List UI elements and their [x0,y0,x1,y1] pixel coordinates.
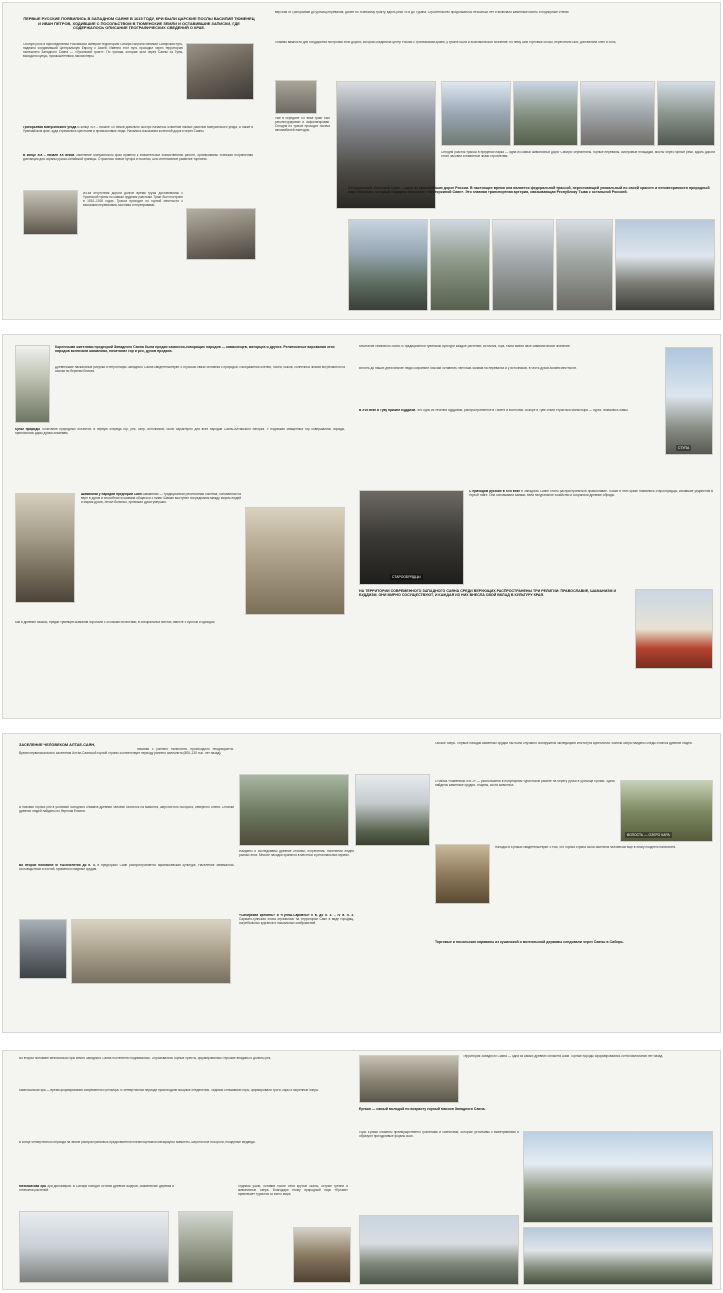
panel1-bottom: Из-за отсутствия дороги долгое время грузы доставлялись с Урсинской тропы по самым трудным участкам. Тракт был построен в 1910–1916 годах. Трасса проходит по горной местности с высокими перевалами, мостами и переправами. [83,192,183,207]
panel4-p-top: Во второй половине мезозойской эры земля Западного Саяна постепенно поднималась. Образовались горные хребты, формировались глубокие впадины и долины рек. [19,1057,272,1060]
panel2-p1: Древнейшие наскальные рисунки и петроглифы Западного Саяна свидетельствуют о глубокой связи человека с природой. Изображения оленей, лосей, быков, солнечных знаков встречаются на скалах по берегам Енисея. [55,366,345,373]
photo-rock-specimen [359,1055,459,1103]
panel3-p3-block [19,864,234,914]
panel4-right-top: Территория Западного Саяна — одна из самых древних областей Азии. Горные породы сформировались сотни миллионов лет назад. [463,1055,664,1058]
panel3-p2: В низовье горных рек в условиях холодного климата древний человек охотился на мамонта, шерстистого носорога, северного оленя. Стоянки древних людей найдены по берегам Енисея. [19,806,234,813]
panel3-right-p2: Стоянка «Каменный лог-1» — расположена в популярном туристском районе на берегу ручья в урочище Ергаки. Здесь найдены каменные орудия, отщепы, кости животных. [435,780,615,787]
panel2-old-block [469,490,713,585]
panel2-p2-heading: Культ природы [15,428,41,431]
panel2-right-top: почитание семейного очага. В традиционной тувинской культуре каждое растение, источник, гора, тайга имели свое символическое значение. [359,345,571,348]
panel4-dino-heading: Мезозойская эра [19,1185,46,1188]
panel3-mid-p2: Сармато-гуннская эпоха отразилась на территории Саян в виде городищ, погребальных курганов и наскальных изображений. [239,916,354,925]
panel1-lower-text: Заселение Минусинского края привело к значительной хозяйственной работе, организованы Усинская пограничная дистанция для охраны русско-китайской границы. Строились новые хутора и поселки, шло интенсивное развитие торговли. [23,154,253,161]
panel3-mid-block [239,914,354,1004]
photo-mountain-road-3 [580,81,655,146]
photo-stone-artifacts [435,844,490,904]
panel2-right-p3: Это одно из течений буддизма, распространенное в Тибете и Монголии. Вскоре в Туве стали строиться монастыри — хурээ, появились ламы. [416,409,629,412]
historic-photo-horses [186,208,256,260]
panel1-right-p4: Сегодня участок трассы в пределах парка — одна из самых живописных дорог Сибири: серпантины, горные перевалы, смотровые площадки, мосты через горные реки. Вдоль дороги стоят часовни и памятные знаки строителям. [441,151,715,158]
photo-ergaki-mountains [523,1131,713,1223]
photo-highway-4 [615,219,715,311]
photo-buddhist-temple [635,589,713,669]
panel4-p2: Кайнозойская эра — время формирования современного рельефа. В четвертичном периоде происходили мощные оледенения. Ледники сглаживали горы, формировали троги, кары и моренные озера. [19,1089,319,1092]
photo-mountain-road-2 [513,81,578,146]
illustration-ancient-people [239,774,349,846]
panel1-lower [23,154,253,186]
panel3-right-p3: Находки в Ергаках свидетельствуют о том, что горная страна была заселена человеком ещё в эпоху позднего палеолита. [495,846,677,849]
photo-stone-stele [15,345,50,423]
panel1-right-p3: Уже в середине ХХ века тракт был реконструирован и асфальтирован. Сегодня по трассе проходят тысячи автомобилей ежегодно. [275,117,330,132]
panel2-right-p2: Вплоть до наших дней многие люди сохраняют обычай оставлять ленточки-чалама на перевалах и у источников, в честь духов-хозяев местности. [359,367,577,370]
photo-mountain-road-4 [657,81,715,146]
photo-highway-1 [430,219,490,311]
illustration-prehistoric-landscape [178,1211,233,1283]
photo-shaman [15,493,75,603]
panel2-p3-heading: Шаманизм у народов предгорий Саян [81,493,142,496]
historic-photo-camp [186,43,254,100]
panel3-right-bold: Торговые и посольские караваны из кушанской и монгольской державы следовали через Саяны в Сибирь. [435,940,624,944]
panel3-p3: в предгорьях Саян распространяется афанасьевская культура. Население занималось скотоводством и охотой, применяло медные орудия. [19,864,234,871]
illustration-dinosaurs [19,1211,169,1283]
illustration-shaman-costume [245,507,345,615]
panel1-intro: Особую роль в присоединении Российской империи территорию Сибири сыграли Великий Сибирский путь, надежно соединивший Центральную Европу с Азией. Именно этот путь проходил через территорию нынешнего Западного Саяна — «Урсинский тракт». По тропам, которые шли через Саяны из Тувы, выходили купцы, промышленники, миссионеры. [23,43,183,58]
panel2-p3-block [81,493,241,593]
panel4-right-p3: Горы Ергаки сложены преимущественно гранитами и сиенитами, которые устойчивы к выветриванию и образуют причудливые формы скал. [359,1131,519,1138]
panel3-mid-heading: «Сибирский кремень» и «Гунны-Сарматы» II в. до н. э. – IV в. н. э. [239,914,354,917]
panel1-bold-caption: Сегодняшний Усинский тракт – одна из красивейших дорог России. В настоящее время она является федеральной трассой, пересекающей уникальный по своей красоте и неповторимости природный парк «Ергаки», который недаром называют «жемчужиной Саян». Это главная транспортная артерия, связывающая Республику Тыва с остальной Россией. [348,186,710,195]
panel2-p2-text: Почитание природных объектов, в первую очередь гор, рек, озер, источников, было характерно для всех народов Саяно-Алтайского нагорья. У подножия священных гор совершались обряды, приносились дары духам-хозяевам. [15,428,345,435]
panel3-p3-heading: Во второй половине III тысячелетия до н. э. [19,864,96,867]
old-believers-label: СТАРООБРЯДЦЫ [392,575,421,579]
stupa-label: СТУПА [678,446,690,450]
illustration-winter-forest [355,774,430,846]
panel-geology [2,1050,721,1290]
photo-stupa [665,347,713,455]
panel1-right-p2: Помимо важности для государства постройки этой дороги, которая соединила центр России с Урянхайским краем, у тракта было и экономическое значение: по нему шли торговые обозы, перегоняли скот, доставляли хлеб и соль. [275,41,617,44]
panel2-p2-block [15,428,345,488]
photo-excavation [620,780,713,842]
panel2-p3-text: Шаманизм — традиционная религиозная система, основанная на вере в духов и способности шамана общаться с ними. Шаман выступал посредником между миром людей и миром духов, лечил больных, провожал души умерших. [81,493,241,504]
panel2-right-heading: В XVII веке в Туву пришел Буддизм. [359,409,416,412]
panel4-dino-block [19,1185,174,1209]
panel3-right-p1: Ойское озеро. Первые находки каменных орудий так были случайно обнаружены экспедицией Института археологии. Вблизи озера найдены следы стоянок древних людей. [435,742,693,745]
panel2-bold-caps: НА ТЕРРИТОРИИ СОВРЕМЕННОГО ЗАПАДНОГО САЯНА СРЕДИ ВЕРУЮЩИХ РАСПРОСТРАНЕНЫ ТРИ РЕЛИГИИ: ПРАВОСЛАВИЕ, ШАМАНИЗМ И БУДДИЗМ. ОНИ МИРНО СОСУЩЕСТВУЮТ, И КАЖДАЯ ИЗ НИХ ВНЕСЛА СВОЙ ВКЛАД В КУЛЬТУРУ КРАЯ. [359,589,617,598]
photo-ergaki-peaks [523,1227,713,1285]
photo-tunnel-gallery [348,219,428,311]
photo-old-road [275,80,317,114]
illustration-stone-tools [71,919,231,984]
illustration-mammoth [293,1227,351,1283]
panel-settlement [2,733,721,1033]
panel3-p1: начиная с раннего палеолита, происходило неоднократно. Время первоначального заселения Алтае-Саянской горной страны соответствует периоду раннего палеолита (800–130 тыс. лет назад). [19,748,234,755]
panel1-title: ПЕРВЫЕ РУССКИЕ ПОЯВИЛИСЬ В ЗАПАДНОМ САЯНЕ В 1615 ГОДУ, КРИ БЫЛИ ЦАРСКИЕ ПОСЛЫ ВАСИЛИЙ ТЮМЕНЕЦ И ИВАН ПЕТРОВ, ХОДИВШИЕ С ПОСОЛЬСТВОМ В ТЮМЕНСКИЕ ЗЕМЛИ И ОСТАВИВШИЕ ЗАПИСКИ, ГДЕ СОДЕРЖАЛОСЬ ОПИСАНИЕ ГЕОГРАФИЧЕСКИХ СВЕДЕНИЙ О КРАЕ. [23,17,255,31]
panel4-right-p2-left: Ледники ушли, оставив после себя крутые скалы, острые гребни и живописные озера. Благодаря этому природный парк «Ергаки» привлекает туристов со всего мира. [238,1185,348,1196]
panel4-dino-p: Эра динозавров. В Сибири находят остатки древних ящеров, окаменелые деревья и отпечатки растений. [19,1185,174,1192]
photo-museum-case [19,919,67,979]
historic-photo-wagons [23,190,78,235]
panel4-right-bold: Ергаки — самый молодой по возрасту горный массив Западного Саяна. [359,1107,486,1111]
photo-mountain-valley [359,1215,519,1285]
panel1-right-top: верстам от Григорьевки до урочищ перевалов, далее по Усинскому тракту, вдоль реки Ус и до Турана. Строительство продолжалось несколько лет и включало каменные мосты и подпорные стенки. [275,11,570,14]
panel2-intro-bold: Коренными жителями предгорий Западного Саяна были предки самоеско-говорящих народов — камасинцев, маторцев и других. Религиозные верования этих народов включали шаманизм, почитание гор и рек, духов предков. [55,345,335,354]
panel1-lower-heading: В конце XIX – начале XX веков [23,154,75,157]
panel1-mid-heading: Григорьевка Минусинского уезда [23,126,77,129]
panel2-p3b: Как и древние хакасы, предки тувинцев шаманов хоронили с особыми почестями, в специальных местах, вместе с бубном и одеждой. [15,621,216,624]
panel-usinsky-tract [2,2,721,320]
panel3-heading: ЗАСЕЛЕНИЕ ЧЕЛОВЕКОМ АЛТАЕ-САЯН, [19,743,96,747]
photo-highway-3 [556,219,613,311]
panel2-old-text: в Западном Саяне стало распространяться православие. Позже в этих краях появились старообрядцы, искавшие уединения в глухой тайге. Они основывали заимки, вели натуральное хозяйство и сохраняли древние обряды. [469,490,713,497]
panel2-old-heading: С приходом русских в XVII веке [469,490,520,493]
panel2-right-p3-block [359,409,659,459]
excavation-label: ВОЛОСТЬ — ОЗЕРО КАРА [627,833,670,837]
panel-religion [2,334,721,719]
photo-mountain-road-1 [441,81,511,146]
photo-old-believers [359,490,464,585]
panel1-mid-text: В конце XIX – начале XX веков довольно быстро началось освоение южных районов Минусинского уезда, а также в Урянхайском крае, куда стремились крестьяне и промысловые люди. Начались изыскания колесной дороги через Саяны. [23,126,253,133]
panel3-mid-p1: Найдены и исследованы древние стоянки, погребения, поселения людей разных эпох. Многие находки хранятся в местных и региональных музеях. [239,850,354,857]
panel1-mid [23,126,253,152]
photo-highway-2 [492,219,554,311]
panel4-p3: В конце четвертичного периода на земле распространились представители плейстоценовой мегафауны: мамонты, шерстистые носороги, пещерные медведи. [19,1141,256,1144]
